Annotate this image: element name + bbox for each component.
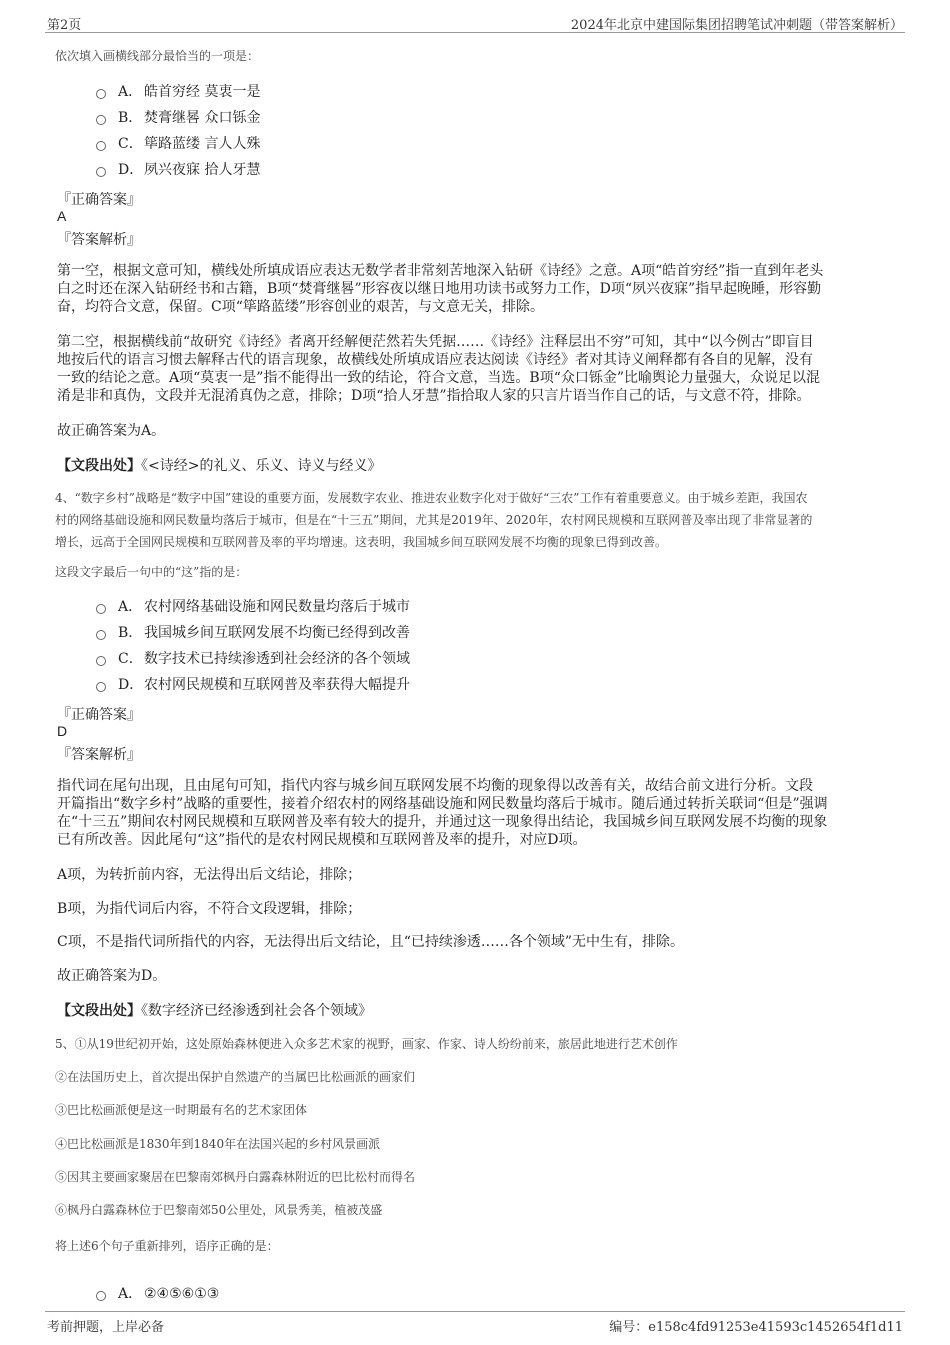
q3-source: 【文段出处】《<诗经>的礼义、乐义、诗义与经义》 — [57, 458, 382, 474]
radio-icon[interactable] — [96, 604, 106, 614]
document-title: 2024年北京中建国际集团招聘笔试冲刺题（带答案解析） — [570, 18, 903, 33]
q3-option-b[interactable]: B． 焚膏继晷 众口铄金 — [96, 108, 260, 128]
q3-analysis-label: 『答案解析』 — [57, 232, 141, 248]
radio-icon[interactable] — [96, 167, 106, 177]
q4-option-a-analysis: A项，为转折前内容，无法得出后文结论，排除； — [57, 867, 362, 883]
document-id: 编号：e158c4fd91253e41593c1452654f1d11 — [609, 1320, 903, 1335]
q4-analysis-paragraph: 指代词在尾句出现，且由尾句可知，指代内容与城乡间互联网发展不均衡的现象得以改善有关，故结合前文进行分析。文段 开篇指出“数字乡村”战略的重要性，接着介绍农村的网络基础设施和网民数量均落后于城市。随后通过转折关联词“但是”强调 在“十三五”期间农村网民规模和互联网普及率有较大的提升，并通过这一现象得出结论，我国城乡间互联网发展不均衡的现象 已有所改善。因此尾句“这”指代的是农村网民规模和互联网普及率的提升，对应D项。 — [57, 778, 828, 848]
q3-analysis-paragraph-1: 第一空，根据文意可知，横线处所填成语应表达无数学者非常刻苦地深入钻研《诗经》之意。A项“皓首穷经”指一直到年老头 白之时还在深入钻研经书和古籍，B项“焚膏继晷”形容夜以继日地用功读书或努力工作，D项“夙兴夜寐”指早起晚睡，形容勤 奋，均符合文意，保留。C项“筚路蓝缕”形容创业的艰苦，与文意无关，排除。 — [57, 263, 824, 315]
q4-option-c[interactable]: C． 数字技术已持续渗透到社会经济的各个领域 — [96, 649, 410, 669]
page-footer — [45, 1311, 905, 1334]
footer-slogan: 考前押题，上岸必备 — [47, 1320, 165, 1335]
q5-sentence-5: ⑤因其主要画家聚居在巴黎南郊枫丹白露森林附近的巴比松村而得名 — [55, 1170, 416, 1184]
q4-prompt: 这段文字最后一句中的“这”指的是： — [55, 565, 248, 579]
radio-icon[interactable] — [96, 115, 106, 125]
q3-option-c[interactable]: C． 筚路蓝缕 言人人殊 — [96, 134, 260, 154]
q4-conclusion: 故正确答案为D。 — [57, 968, 167, 984]
q4-option-a[interactable]: A． 农村网络基础设施和网民数量均落后于城市 — [96, 597, 410, 617]
q4-stem: 4、“数字乡村”战略是“数字中国”建设的重要方面，发展数字农业、推进农业数字化对于做好“三农”工作有着重要意义。由于城乡差距，我国农 村的网络基础设施和网民数量均落后于城市，但是在“十三五”期间，尤其是2019年、2020年，农村网民规模和互联网普及率出现了非常显著的 增长，远高于全国网民规模和互联网普及率的平均增速。这表明，我国城乡间互联网发展不均衡的现象已得到改善。 — [55, 491, 813, 549]
q4-analysis-label: 『答案解析』 — [57, 747, 141, 763]
page-header — [45, 10, 905, 33]
q5-sentence-6: ⑥枫丹白露森林位于巴黎南郊50公里处，风景秀美，植被茂盛 — [55, 1203, 383, 1217]
q4-option-c-analysis: C项，不是指代词所指代的内容，无法得出后文结论，且“已持续渗透……各个领域”无中生有，排除。 — [57, 934, 685, 950]
q4-answer-label: 『正确答案』 — [57, 707, 141, 723]
q5-sentence-1: 5、①从19世纪初开始，这处原始森林便进入众多艺术家的视野，画家、作家、诗人纷纷前来，旅居此地进行艺术创作 — [55, 1037, 678, 1051]
q5-sentence-4: ④巴比松画派是1830年到1840年在法国兴起的乡村风景画派 — [55, 1137, 381, 1151]
q4-option-b[interactable]: B． 我国城乡间互联网发展不均衡已经得到改善 — [96, 623, 410, 643]
q5-sentence-3: ③巴比松画派便是这一时期最有名的艺术家团体 — [55, 1103, 308, 1117]
q4-option-d[interactable]: D． 农村网民规模和互联网普及率获得大幅提升 — [96, 675, 410, 695]
radio-icon[interactable] — [96, 682, 106, 692]
q3-answer-label: 『正确答案』 — [57, 192, 141, 208]
page-number: 第2页 — [47, 18, 82, 33]
q4-option-b-analysis: B项，为指代词后内容，不符合文段逻辑，排除； — [57, 901, 362, 917]
q3-analysis-paragraph-2: 第二空，根据横线前“故研究《诗经》者离开经解便茫然若失凭据……《诗经》注释层出不穷”可知，其中“以今例古”即盲目 地按后代的语言习惯去解释古代的语言现象，故横线处所填成语应表达阅读《诗经》者对其诗义阐释都有各自的见解，没有 一致的结论之意。A项“莫衷一是”指不能得出一致的结论，符合文意，当选。B项“众口铄金”比喻舆论力量强大，众说足以混 淆是非和真伪，文段并无混淆真伪之意，排除；D项“拾人牙慧”指拾取人家的只言片语当作自己的话，与文意不符，排除。 — [57, 334, 821, 404]
q5-option-a[interactable]: A． ②④⑤⑥①③ — [96, 1284, 219, 1304]
q4-source: 【文段出处】《数字经济已经渗透到社会各个领域》 — [57, 1003, 372, 1019]
q3-option-d[interactable]: D． 夙兴夜寐 拾人牙慧 — [96, 160, 260, 180]
q3-answer: A — [57, 208, 67, 224]
radio-icon[interactable] — [96, 89, 106, 99]
radio-icon[interactable] — [96, 630, 106, 640]
radio-icon[interactable] — [96, 656, 106, 666]
q4-answer: D — [57, 723, 68, 739]
q3-prompt: 依次填入画横线部分最恰当的一项是： — [55, 49, 260, 63]
q3-option-a[interactable]: A． 皓首穷经 莫衷一是 — [96, 82, 260, 102]
q5-sentence-2: ②在法国历史上，首次提出保护自然遗产的当属巴比松画派的画家们 — [55, 1070, 416, 1084]
radio-icon[interactable] — [96, 141, 106, 151]
radio-icon[interactable] — [96, 1291, 106, 1301]
q3-conclusion: 故正确答案为A。 — [57, 423, 166, 439]
q5-prompt: 将上述6个句子重新排列，语序正确的是： — [55, 1239, 279, 1253]
